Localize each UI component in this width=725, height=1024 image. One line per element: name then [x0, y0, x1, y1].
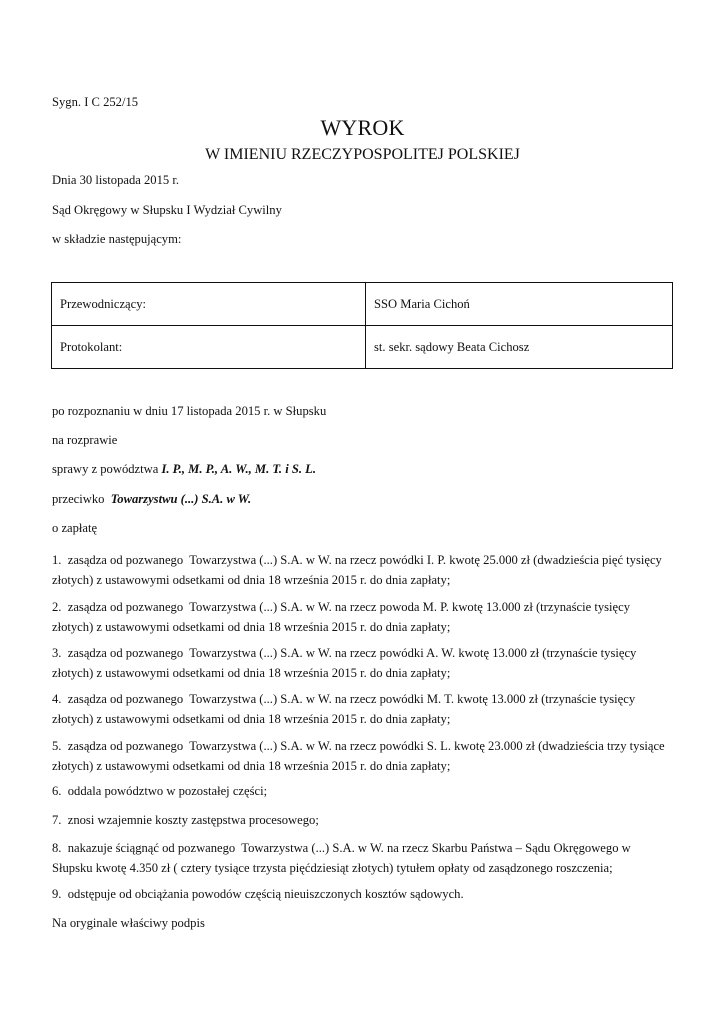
ruling-text-line: 1. zasądza od pozwanego Towarzystwa (...) S.A. w W. na rzecz powódki I. P. kwotę 25.000 zł (dwadzieścia pięć tysięcy: [52, 553, 662, 567]
ruling-item-8: [52, 838, 673, 878]
defendant-prefix: przeciwko: [52, 492, 111, 506]
composition-intro: w składzie następującym:: [52, 232, 182, 246]
ruling-text-line: złotych) z ustawowymi odsetkami od dnia 18 września 2015 r. do dnia zapłaty;: [52, 573, 451, 587]
hearing-type: na rozprawie: [52, 433, 118, 447]
person-cell: st. sekr. sądowy Beata Cichosz: [366, 326, 673, 369]
ruling-text-line: 3. zasądza od pozwanego Towarzystwa (...) S.A. w W. na rzecz powódki A. W. kwotę 13.000 zł (trzynaście tysięcy: [52, 646, 637, 660]
table-row: [52, 283, 673, 326]
ruling-text-line: 7. znosi wzajemnie koszty zastępstwa procesowego;: [52, 813, 319, 827]
ruling-text-line: Słupsku kwotę 4.350 zł ( cztery tysiące trzysta pięćdziesiąt złotych) tytułem opłaty od zasądzonego roszczenia;: [52, 861, 613, 875]
defendant-name: Towarzystwu (...) S.A. w W.: [110, 492, 252, 506]
plaintiffs-prefix: sprawy z powództwa: [52, 462, 162, 476]
ruling-item-7: [52, 810, 673, 830]
ruling-text-line: 5. zasądza od pozwanego Towarzystwa (...) S.A. w W. na rzecz powódki S. L. kwotę 23.000 zł (dwadzieścia trzy tysiące: [52, 739, 665, 753]
court-name: Sąd Okręgowy w Słupsku I Wydział Cywilny: [52, 203, 282, 217]
ruling-text-line: 9. odstępuje od obciążania powodów częścią nieuiszczonych kosztów sądowych.: [52, 887, 464, 901]
hearing-line: po rozpoznaniu w dniu 17 listopada 2015 r. w Słupsku: [52, 404, 327, 418]
composition-table: [51, 282, 673, 369]
ruling-item-3: [52, 643, 673, 683]
ruling-text-line: złotych) z ustawowymi odsetkami od dnia 18 września 2015 r. do dnia zapłaty;: [52, 666, 451, 680]
role-cell: Protokolant:: [52, 326, 366, 369]
person-cell: SSO Maria Cichoń: [366, 283, 673, 326]
plaintiffs-line: [52, 461, 316, 477]
ruling-text-line: 4. zasądza od pozwanego Towarzystwa (...) S.A. w W. na rzecz powódki M. T. kwotę 13.000 zł (trzynaście tysięcy: [52, 692, 636, 706]
ruling-text-line: złotych) z ustawowymi odsetkami od dnia 18 września 2015 r. do dnia zapłaty;: [52, 620, 451, 634]
ruling-item-6: [52, 781, 673, 801]
defendant-line: [52, 491, 251, 507]
ruling-text-line: złotych) z ustawowymi odsetkami od dnia 18 września 2015 r. do dnia zapłaty;: [52, 712, 451, 726]
judgment-date: Dnia 30 listopada 2015 r.: [52, 173, 179, 187]
ruling-text-line: 8. nakazuje ściągnąć od pozwanego Towarzystwa (...) S.A. w W. na rzecz Skarbu Państwa – Sądu Okręgowego w: [52, 841, 631, 855]
ruling-item-4: [52, 689, 673, 729]
role-cell: Przewodniczący:: [52, 283, 366, 326]
ruling-text-line: złotych) z ustawowymi odsetkami od dnia 18 września 2015 r. do dnia zapłaty;: [52, 759, 451, 773]
plaintiffs-names: I. P., M. P., A. W., M. T. i S. L.: [161, 462, 317, 476]
ruling-text-line: 2. zasądza od pozwanego Towarzystwa (...) S.A. w W. na rzecz powoda M. P. kwotę 13.000 zł (trzynaście tysięcy: [52, 600, 631, 614]
table-row: [52, 326, 673, 369]
ruling-item-5: [52, 736, 673, 776]
document-title: WYROK: [320, 115, 405, 140]
closing-note: Na oryginale właściwy podpis: [52, 916, 205, 930]
ruling-item-9: [52, 884, 673, 904]
document-subtitle: W IMIENIU RZECZYPOSPOLITEJ POLSKIEJ: [205, 146, 520, 163]
case-signature: Sygn. I C 252/15: [52, 95, 139, 109]
ruling-item-2: [52, 597, 673, 637]
ruling-item-1: [52, 550, 673, 590]
ruling-text-line: 6. oddala powództwo w pozostałej części;: [52, 784, 268, 798]
case-subject: o zapłatę: [52, 521, 98, 535]
